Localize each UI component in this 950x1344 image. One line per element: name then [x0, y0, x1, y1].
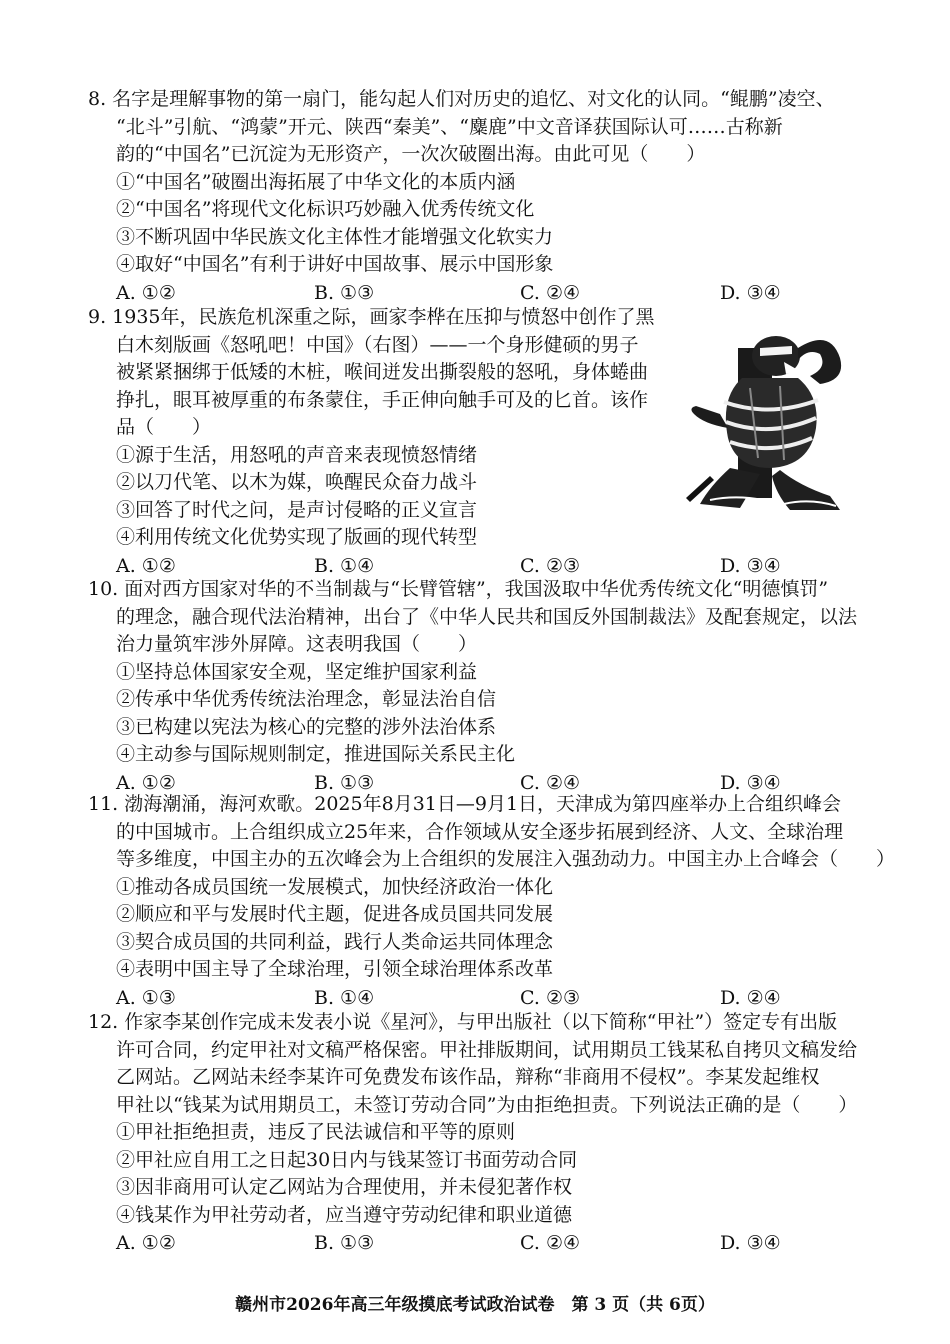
q8-choice-b[interactable]: B. ①③ [314, 281, 375, 304]
woodcut-figure [680, 318, 860, 518]
q11-choice-d[interactable]: D. ②④ [720, 986, 781, 1009]
question-8 [88, 86, 878, 307]
q11-choices [88, 984, 878, 1012]
q10-stem-line-3: 治力量筑牢涉外屏障。这表明我国（ ） [116, 633, 478, 655]
q8-stem-line-1: 8. 名字是理解事物的第一扇门，能勾起人们对历史的追忆、对文化的认同。“鲲鹏”凌空、 [88, 88, 835, 110]
q11-choice-b[interactable]: B. ①④ [314, 986, 375, 1009]
q8-choice-d[interactable]: D. ③④ [720, 281, 781, 304]
q10-stem-line-1: 10. 面对西方国家对华的不当制裁与“长臂管辖”，我国汲取中华优秀传统文化“明德慎罚” [88, 578, 829, 600]
q9-statement-1: ①源于生活，用怒吼的声音来表现愤怒情绪 [116, 443, 478, 466]
figure-arm [798, 340, 841, 384]
q8-statement-4: ④取好“中国名”有利于讲好中国故事、展示中国形象 [116, 253, 554, 275]
q12-choice-d[interactable]: D. ③④ [720, 1232, 781, 1254]
q9-stem-line-5: 品（ ） [116, 416, 212, 438]
q9-stem-line-3: 被紧紧捆绑于低矮的木桩，喉间迸发出撕裂般的怒吼，身体蜷曲 [116, 361, 649, 383]
q9-stem-line-1: 9. 1935年，民族危机深重之际，画家李桦在压抑与愤怒中创作了黑 [88, 306, 655, 328]
q11-stem-line-2: 的中国城市。上合组织成立25年来，合作领域从安全逐步拓展到经济、人文、全球治理 [116, 820, 844, 843]
q8-statement-3: ③不断巩固中华民族文化主体性才能增强文化软实力 [116, 225, 554, 248]
q11-stem-line-3: 等多维度，中国主办的五次峰会为上合组织的发展注入强劲动力。中国主办上合峰会（ ） [116, 848, 896, 870]
q11-statement-4: ④表明中国主导了全球治理，引领全球治理体系改革 [116, 958, 554, 980]
q10-choice-b[interactable]: B. ①③ [314, 771, 375, 794]
q10-statement-1: ①坚持总体国家安全观，坚定维护国家利益 [116, 660, 478, 683]
q10-choice-d[interactable]: D. ③④ [720, 771, 781, 794]
question-11 [88, 791, 896, 1012]
q12-stem-line-3: 乙网站。乙网站未经李某许可免费发布该作品，辩称“非商用不侵权”。李某发起维权 [116, 1066, 820, 1088]
q10-choice-c[interactable]: C. ②④ [520, 771, 581, 794]
q12-stem-line-2: 许可合同，约定甲社对文稿严格保密。甲社排版期间，试用期员工钱某私自拷贝文稿发给 [116, 1038, 858, 1061]
q9-choice-d[interactable]: D. ③④ [720, 554, 781, 577]
figure-leg [700, 468, 760, 508]
q12-choices [88, 1229, 878, 1257]
q9-statement-2: ②以刀代笔、以木为媒，唤醒民众奋力战斗 [116, 471, 478, 493]
q10-choice-a[interactable]: A. ①② [116, 771, 176, 794]
q9-choice-c[interactable]: C. ②③ [520, 554, 581, 577]
q9-statement-3: ③回答了时代之问，是声讨侵略的正义宣言 [116, 498, 478, 521]
page-footer: 赣州市2026年高三年级摸底考试政治试卷 第 3 页（共 6页） [235, 1295, 715, 1315]
q8-choice-a[interactable]: A. ①② [116, 281, 176, 304]
q9-choice-b[interactable]: B. ①④ [314, 554, 375, 577]
question-12 [88, 1009, 878, 1257]
q11-stem-line-1: 11. 渤海潮涌，海河欢歌。2025年8月31日—9月1日，天津成为第四座举办上合组织峰会 [88, 793, 842, 815]
q12-stem-line-4: 甲社以“钱某为试用期员工，未签订劳动合同”为由拒绝担责。下列说法正确的是（ ） [116, 1093, 858, 1116]
q12-statement-1: ①甲社拒绝担责，违反了民法诚信和平等的原则 [116, 1121, 516, 1143]
q8-statement-1: ①“中国名”破圈出海拓展了中华文化的本质内涵 [116, 170, 516, 193]
figure-hand [691, 406, 728, 428]
q8-stem-line-2: “北斗”引航、“鸿蒙”开元、陕西“秦美”、“麋鹿”中文音译获国际认可……古称新 [116, 115, 783, 138]
q12-choice-b[interactable]: B. ①③ [314, 1232, 375, 1254]
q11-choice-c[interactable]: C. ②③ [520, 986, 581, 1009]
q9-stem-line-2: 白木刻版画《怒吼吧！中国》（右图）——一个身形健硕的男子 [116, 333, 639, 356]
q12-statement-3: ③因非商用可认定乙网站为合理使用，并未侵犯著作权 [116, 1176, 573, 1198]
q11-statement-2: ②顺应和平与发展时代主题，促进各成员国共同发展 [116, 903, 554, 925]
q9-choice-a[interactable]: A. ①② [116, 554, 176, 577]
q8-statement-2: ②“中国名”将现代文化标识巧妙融入优秀传统文化 [116, 198, 535, 220]
q12-choice-c[interactable]: C. ②④ [520, 1232, 581, 1254]
q10-statement-2: ②传承中华优秀传统法治理念，彰显法治自信 [116, 688, 497, 710]
q12-stem-line-1: 12. 作家李某创作完成未发表小说《星河》，与甲出版社（以下简称“甲社”）签定专有出版 [88, 1011, 838, 1033]
q8-choices [88, 279, 878, 307]
q8-stem-line-3: 韵的“中国名”已沉淀为无形资产，一次次破圈出海。由此可见（ ） [116, 143, 706, 165]
q10-stem-line-2: 的理念，融合现代法治精神，出台了《中华人民共和国反外国制裁法》及配套规定，以法 [116, 605, 858, 628]
q9-stem-line-4: 挣扎，眼耳被厚重的布条蒙住，手正伸向触手可及的匕首。该作 [116, 388, 649, 411]
q12-statement-4: ④钱某作为甲社劳动者，应当遵守劳动纪律和职业道德 [116, 1203, 573, 1226]
q12-choice-a[interactable]: A. ①② [116, 1232, 176, 1254]
q9-statement-4: ④利用传统文化优势实现了版画的现代转型 [116, 526, 478, 548]
question-10 [88, 576, 878, 797]
q10-statement-3: ③已构建以宪法为核心的完整的涉外法治体系 [116, 715, 497, 738]
q10-statement-4: ④主动参与国际规则制定，推进国际关系民主化 [116, 743, 516, 765]
q11-statement-3: ③契合成员国的共同利益，践行人类命运共同体理念 [116, 930, 554, 953]
q8-choice-c[interactable]: C. ②④ [520, 281, 581, 304]
q11-statement-1: ①推动各成员国统一发展模式，加快经济政治一体化 [116, 875, 554, 898]
q12-statement-2: ②甲社应自用工之日起30日内与钱某签订书面劳动合同 [116, 1148, 578, 1171]
q11-choice-a[interactable]: A. ①③ [116, 986, 176, 1009]
